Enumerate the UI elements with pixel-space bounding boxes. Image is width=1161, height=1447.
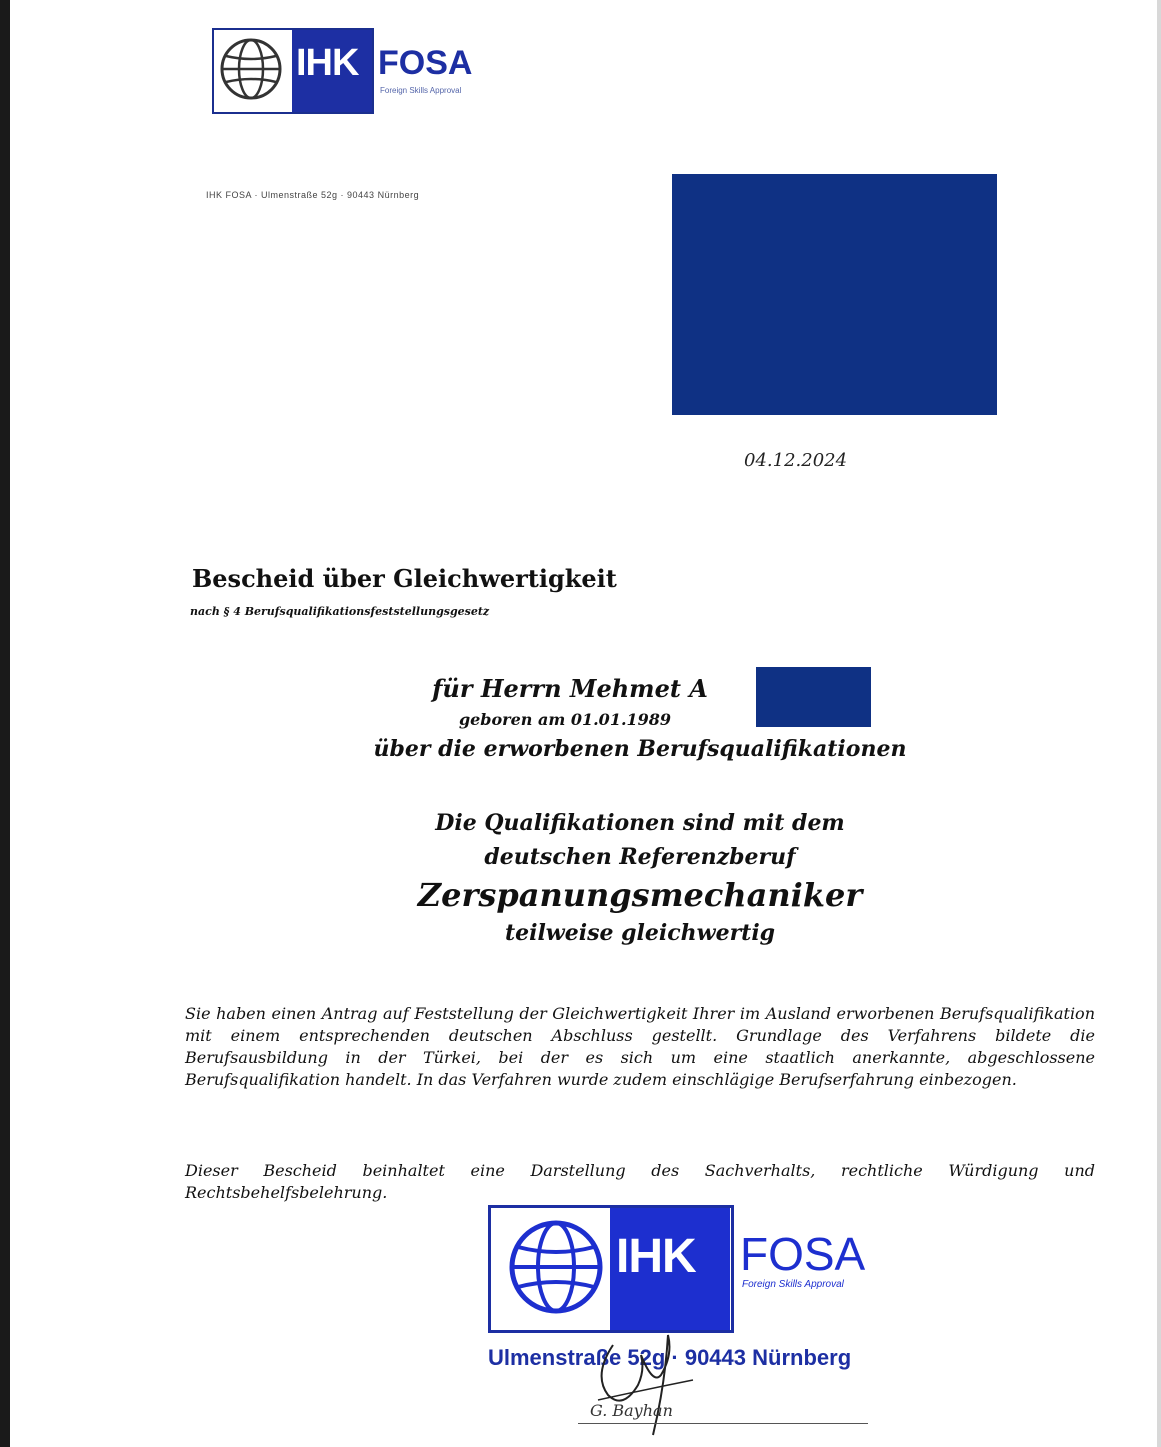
document-subtitle: nach § 4 Berufsqualifikationsfeststellungsgesetz <box>190 605 490 618</box>
body-paragraph-2: Dieser Bescheid beinhaltet eine Darstellung des Sachverhalts, rechtliche Würdigung und Rechtsbehelfsbelehrung. <box>185 1161 1095 1202</box>
stamp-tagline: Foreign Skills Approval <box>742 1279 844 1290</box>
redacted-recipient-address <box>672 174 997 415</box>
official-stamp <box>488 1205 888 1440</box>
ihk-fosa-logo <box>212 28 482 114</box>
signatory-name: G. Bayhan <box>590 1401 673 1420</box>
scan-edge-right <box>1157 0 1161 1447</box>
logo-ihk-text: IHK <box>296 42 359 84</box>
stamp-ihk-text: IHK <box>616 1230 696 1283</box>
qualification-line-2: deutschen Referenzberuf <box>484 844 796 870</box>
recipient-name: für Herrn Mehmet A <box>432 674 708 703</box>
reference-profession: Zerspanungsmechaniker <box>417 876 863 914</box>
stamp-address: Ulmenstraße 52g · 90443 Nürnberg <box>488 1345 852 1370</box>
equivalence-result: teilweise gleichwertig <box>504 920 776 946</box>
signature-line <box>578 1423 868 1424</box>
globe-icon <box>218 36 284 102</box>
qualifications-heading: über die erworbenen Berufsqualifikationen <box>373 736 907 762</box>
redacted-name <box>756 667 871 727</box>
logo-tagline: Foreign Skills Approval <box>380 86 462 95</box>
scan-edge-left <box>0 0 10 1447</box>
body-paragraph-1: Sie haben einen Antrag auf Feststellung der Gleichwertigkeit Ihrer im Ausland erworbenen Berufsqualifikation mit einem entsprechenden deutschen Abschluss gestellt. Grundlage des Verfahrens bildete die Berufsausbildung in der Türkei, bei der es sich um eine staatlich anerkannte, abgeschlossene Berufsqualifikation handelt. In das Verfahren wurde zudem einschlägige Berufserfahrung einbezogen. <box>185 1004 1095 1089</box>
qualification-line-1: Die Qualifikationen sind mit dem <box>435 810 845 836</box>
document-title: Bescheid über Gleichwertigkeit <box>192 564 617 593</box>
recipient-birthdate: geboren am 01.01.1989 <box>458 710 672 729</box>
stamp-fosa-text: FOSA <box>740 1228 866 1280</box>
sender-address-line: IHK FOSA · Ulmenstraße 52g · 90443 Nürnberg <box>206 190 420 200</box>
document-date: 04.12.2024 <box>744 450 848 471</box>
globe-icon <box>506 1217 606 1317</box>
logo-fosa-text: FOSA <box>378 44 473 82</box>
